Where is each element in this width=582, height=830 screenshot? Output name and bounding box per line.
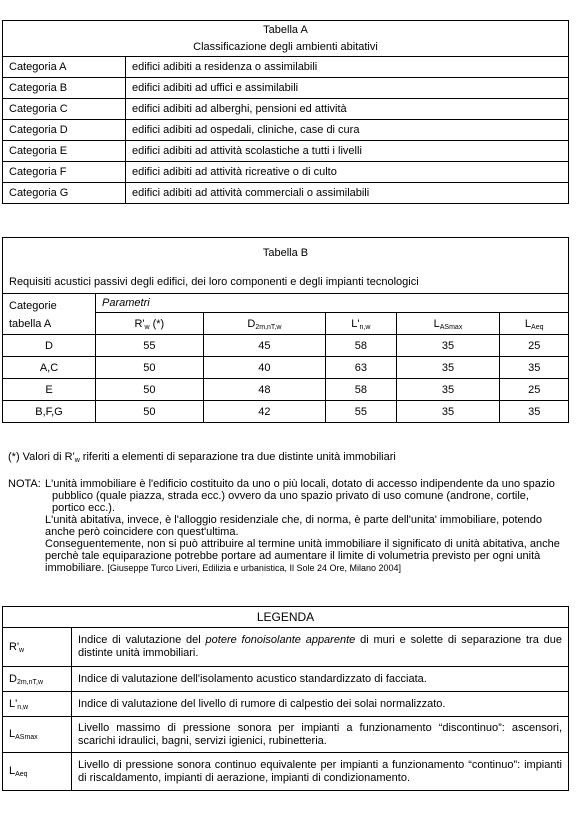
tabella-a-header [3, 21, 569, 57]
table-row [3, 692, 569, 717]
nota-text [45, 478, 564, 574]
description-cell: edifici adibiti ad uffici e assimilabili [126, 78, 569, 99]
definition-cell: Livello massimo di pressione sonora per impianti a funzionamento “discontinuo”: ascensori, scarichi idraulici, bagni, servizi igienici, rubinetteria. [72, 717, 569, 753]
table-row [3, 628, 569, 667]
table-row [3, 717, 569, 753]
table-row [3, 141, 569, 162]
table-row [3, 753, 569, 791]
column-header-rw: $R'_w$ (*) [96, 313, 204, 335]
value-cell: 50 [96, 379, 204, 401]
category-cell: E [3, 379, 96, 401]
tabella-b-param-row [3, 294, 569, 313]
table-row [3, 357, 569, 379]
tabella-b-header-row [3, 238, 569, 294]
symbol-cell: $L_{ASmax}$ [3, 717, 72, 753]
table-row [3, 183, 569, 204]
category-cell: Categoria F [3, 162, 126, 183]
tabella-a-header-row [3, 21, 569, 57]
category-cell: Categoria D [3, 120, 126, 141]
nota-source: [Giuseppe Turco Liveri, Edilizia e urbanistica, Il Sole 24 Ore, Milano 2004] [107, 563, 402, 573]
value-cell: 63 [326, 357, 396, 379]
value-cell: 58 [326, 379, 396, 401]
categorie-header-line2: tabella A [9, 318, 52, 330]
parametri-label: Parametri [102, 297, 150, 309]
tabella-a-subtitle: Classificazione degli ambienti abitativi [193, 40, 378, 53]
category-cell: Categoria A [3, 57, 126, 78]
value-cell: 25 [500, 379, 569, 401]
definition-cell: Livello di pressione sonora continuo equivalente per impianti a funzionamento “continuo”: impianti di riscaldamento, impianti di aerazione, impianti di condizionamento. [72, 753, 569, 791]
footnote: (*) Valori di $R'_w$ riferiti a elementi di separazione tra due distinte unità immobiliari [8, 451, 396, 464]
column-header-laeq: $L_{Aeq}$ [500, 313, 569, 335]
category-cell: B,F,G [3, 401, 96, 423]
category-cell: D [3, 335, 96, 357]
description-cell: edifici adibiti ad attività scolastiche a tutti i livelli [126, 141, 569, 162]
symbol-cell: $L_{Aeq}$ [3, 753, 72, 791]
tabella-b-header [3, 238, 569, 294]
tabella-b-subtitle: Requisiti acustici passivi degli edifici, dei loro componenti e degli impianti tecnologici [9, 276, 419, 288]
description-cell: edifici adibiti ad alberghi, pensioni ed attività [126, 99, 569, 120]
tabella-a-title: Tabella A [263, 23, 308, 36]
value-cell: 48 [203, 379, 326, 401]
definition-cell: Indice di valutazione dell'isolamento acustico standardizzato di facciata. [72, 667, 569, 692]
table-row [3, 162, 569, 183]
value-cell: 35 [396, 401, 500, 423]
table-row [3, 120, 569, 141]
description-cell: edifici adibiti ad ospedali, cliniche, case di cura [126, 120, 569, 141]
category-cell: A,C [3, 357, 96, 379]
table-row [3, 57, 569, 78]
category-cell: Categoria E [3, 141, 126, 162]
value-cell: 40 [203, 357, 326, 379]
value-cell: 35 [500, 357, 569, 379]
value-cell: 35 [396, 379, 500, 401]
column-header-d2mntw: $D_{2m,nT,w}$ [203, 313, 326, 335]
column-header-lasmax: $L_{ASmax}$ [396, 313, 500, 335]
table-row [3, 379, 569, 401]
category-cell: Categoria G [3, 183, 126, 204]
nota-paragraph-3: Conseguentemente, non si può attribuire al termine unità immobiliare il significato di unità abitativa, anche perchè tale equiparazione potrebbe portare ad aumentare il limite di volumetria previsto per ogni unità immobiliare. [Giuseppe Turco Liveri, Edilizia e urbanistica, Il Sole 24 Ore, Milano 2004] [45, 538, 560, 574]
description-cell: edifici adibiti ad attività ricreative o di culto [126, 162, 569, 183]
table-row [3, 667, 569, 692]
value-cell: 58 [326, 335, 396, 357]
value-cell: 55 [326, 401, 396, 423]
table-row [3, 335, 569, 357]
category-cell: Categoria C [3, 99, 126, 120]
legenda-header-row [3, 607, 569, 628]
value-cell: 35 [396, 357, 500, 379]
definition-cell: Indice di valutazione del livello di rumore di calpestio dei solai normalizzato. [72, 692, 569, 717]
nota-paragraph-1: L'unità immobiliare è l'edificio costituito da uno o più locali, dotato di accesso indipendente da uno spazio pubblico (quale piazza, strada ecc.) ovvero da uno spazio privato di uso comune (androne, cortile, portico ecc.). [45, 478, 555, 514]
category-cell: Categoria B [3, 78, 126, 99]
value-cell: 25 [500, 335, 569, 357]
tabella-b [2, 237, 569, 423]
value-cell: 55 [96, 335, 204, 357]
table-row [3, 99, 569, 120]
value-cell: 50 [96, 357, 204, 379]
categorie-header-line1: Categorie [9, 300, 57, 312]
table-row [3, 78, 569, 99]
value-cell: 50 [96, 401, 204, 423]
value-cell: 45 [203, 335, 326, 357]
tabella-b-title: Tabella B [262, 247, 309, 259]
parametri-header [96, 294, 569, 313]
description-cell: edifici adibiti ad attività commerciali o assimilabili [126, 183, 569, 204]
value-cell: 42 [203, 401, 326, 423]
value-cell: 35 [396, 335, 500, 357]
symbol-cell: $R'_w$ [3, 628, 72, 667]
description-cell: edifici adibiti a residenza o assimilabili [126, 57, 569, 78]
tabella-a [2, 20, 569, 204]
symbol-cell: $D_{2m,nT,w}$ [3, 667, 72, 692]
definition-cell: Indice di valutazione del potere fonoisolante apparente di muri e solette di separazione tra due distinte unità immobiliari. [72, 628, 569, 667]
legenda-title: LEGENDA [3, 607, 569, 628]
categorie-header [3, 294, 96, 335]
nota-label: NOTA: [8, 478, 41, 490]
value-cell: 35 [500, 401, 569, 423]
legenda-table [2, 606, 569, 791]
symbol-cell: $L'_{n,w}$ [3, 692, 72, 717]
nota-paragraph-2: L'unità abitativa, invece, è l'alloggio residenziale che, di norma, è parte dell'unita' immobiliare, potendo anche però coincidere con quest'ultima. [45, 514, 542, 538]
nota-block [8, 478, 564, 574]
column-header-lnw: $L'_{n,w}$ [326, 313, 396, 335]
table-row [3, 401, 569, 423]
